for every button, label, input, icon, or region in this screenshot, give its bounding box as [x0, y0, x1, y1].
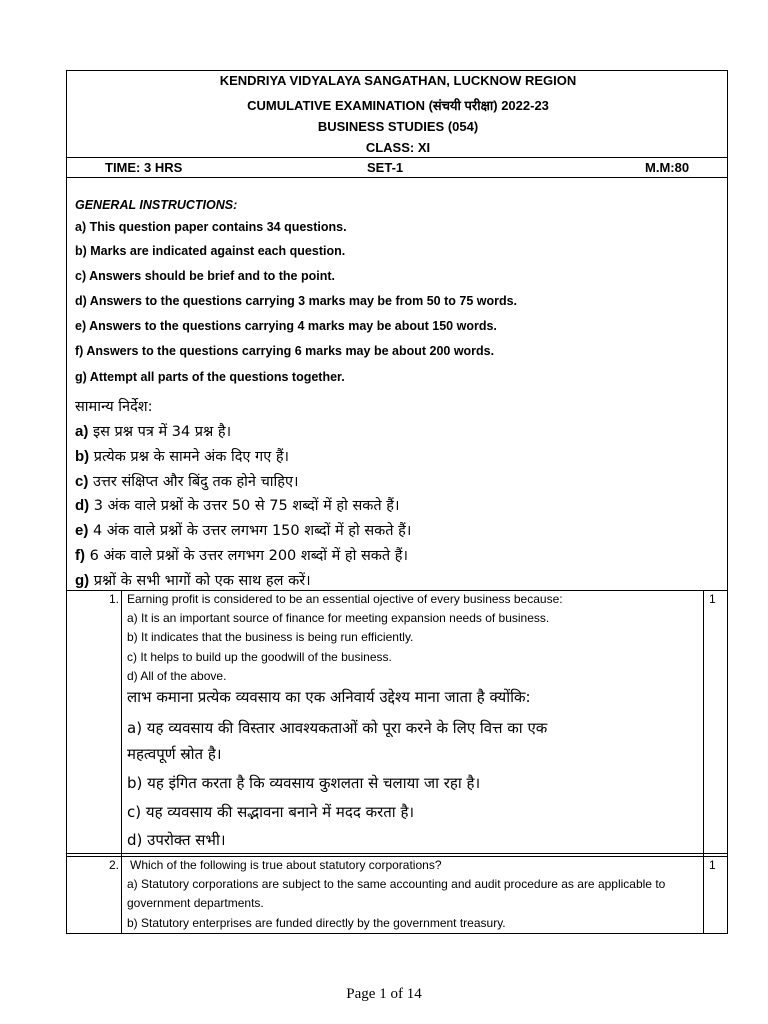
class-title: CLASS: XI — [365, 140, 431, 155]
question-paper-frame — [66, 70, 728, 934]
question-option: government departments. — [127, 896, 264, 910]
question-option: a) It is an important source of finance for meeting expansion needs of business. — [127, 611, 550, 625]
hindi-instruction-item: e) 4 अंक वाले प्रश्नों के उत्तर लगभग 150 शब्दों में हो सकते हैं। — [75, 522, 412, 539]
hindi-instruction-item: c) उत्तर संक्षिप्त और बिंदु तक होने चाहिए। — [75, 473, 299, 490]
instruction-item: g) Attempt all parts of the questions together. — [75, 370, 345, 384]
question-table-top-border — [67, 590, 727, 591]
question-hindi-stem: लाभ कमाना प्रत्येक व्यवसाय का एक अनिवार्य उद्देश्य माना जाता है क्योंकि: — [127, 688, 531, 706]
question-number: 2. — [108, 858, 119, 872]
question-stem: Which of the following is true about statutory corporations? — [130, 858, 442, 872]
hindi-instruction-item: d) 3 अंक वाले प्रश्नों के उत्तर 50 से 75 शब्दों में हो सकते हैं। — [75, 497, 400, 514]
subject-title: BUSINESS STUDIES (054) — [317, 119, 479, 134]
instruction-item: f) Answers to the questions carrying 6 marks may be about 200 words. — [75, 344, 495, 358]
question-option: c) It helps to build up the goodwill of the business. — [127, 650, 392, 664]
org-title: KENDRIYA VIDYALAYA SANGATHAN, LUCKNOW REGION — [219, 73, 577, 88]
instruction-item: b) Marks are indicated against each question. — [75, 244, 346, 258]
exam-title: CUMULATIVE EXAMINATION (संचयी परीक्षा) 2022-23 — [247, 98, 549, 113]
instructions-title: GENERAL INSTRUCTIONS: — [75, 198, 238, 212]
header-divider-top — [67, 157, 727, 158]
page-footer — [0, 986, 768, 1003]
question-row-divider — [67, 856, 727, 857]
marks-column-border — [703, 590, 704, 933]
hindi-instruction-item: g) प्रश्नों के सभी भागों को एक साथ हल करें। — [75, 572, 311, 589]
set-label: SET-1 — [367, 160, 404, 175]
hindi-instructions-title: सामान्य निर्देश: — [75, 399, 153, 415]
hindi-instruction-item: b) प्रत्येक प्रश्न के सामने अंक दिए गए हैं। — [75, 448, 290, 465]
instruction-item: a) This question paper contains 34 questions. — [75, 220, 347, 234]
question-hindi-option: d) उपरोक्त सभी। — [127, 831, 226, 849]
footer-middle: of — [386, 986, 407, 1002]
question-number-column-border — [121, 590, 122, 933]
question-marks: 1 — [709, 858, 716, 872]
question-marks: 1 — [709, 592, 716, 606]
question-option: d) All of the above. — [127, 669, 227, 683]
instruction-item: c) Answers should be brief and to the point. — [75, 269, 335, 283]
question-hindi-option: b) यह इंगित करता है कि व्यवसाय कुशलता से चलाया जा रहा है। — [127, 774, 481, 792]
question-option: a) Statutory corporations are subject to the same accounting and audit procedure as are applicable to — [127, 877, 666, 891]
question-stem: Earning profit is considered to be an essential ojective of every business because: — [127, 592, 563, 606]
question-hindi-option: महत्वपूर्ण स्रोत है। — [127, 745, 222, 763]
question-option: b) It indicates that the business is being run efficiently. — [127, 630, 414, 644]
question-number: 1. — [108, 592, 119, 606]
instruction-item: e) Answers to the questions carrying 4 marks may be about 150 words. — [75, 319, 497, 333]
question-row-divider — [67, 853, 727, 854]
max-marks-label: M.M:80 — [645, 160, 690, 175]
hindi-instruction-item: f) 6 अंक वाले प्रश्नों के उत्तर लगभग 200 शब्दों में हो सकते हैं। — [75, 547, 408, 564]
question-option: b) Statutory enterprises are funded directly by the government treasury. — [127, 916, 506, 930]
time-label: TIME: 3 HRS — [105, 160, 183, 175]
hindi-instruction-item: a) इस प्रश्न पत्र में 34 प्रश्न है। — [75, 423, 232, 440]
footer-page-number: 1 — [379, 986, 387, 1002]
instruction-item: d) Answers to the questions carrying 3 marks may be from 50 to 75 words. — [75, 294, 518, 308]
question-hindi-option: c) यह व्यवसाय की सद्भावना बनाने में मदद करता है। — [127, 803, 415, 821]
footer-total-pages: 14 — [406, 986, 422, 1002]
header-divider-bottom — [67, 177, 727, 178]
question-hindi-option: a) यह व्यवसाय की विस्तार आवश्यकताओं को पूरा करने के लिए वित्त का एक — [127, 719, 548, 737]
footer-prefix: Page — [346, 986, 380, 1002]
